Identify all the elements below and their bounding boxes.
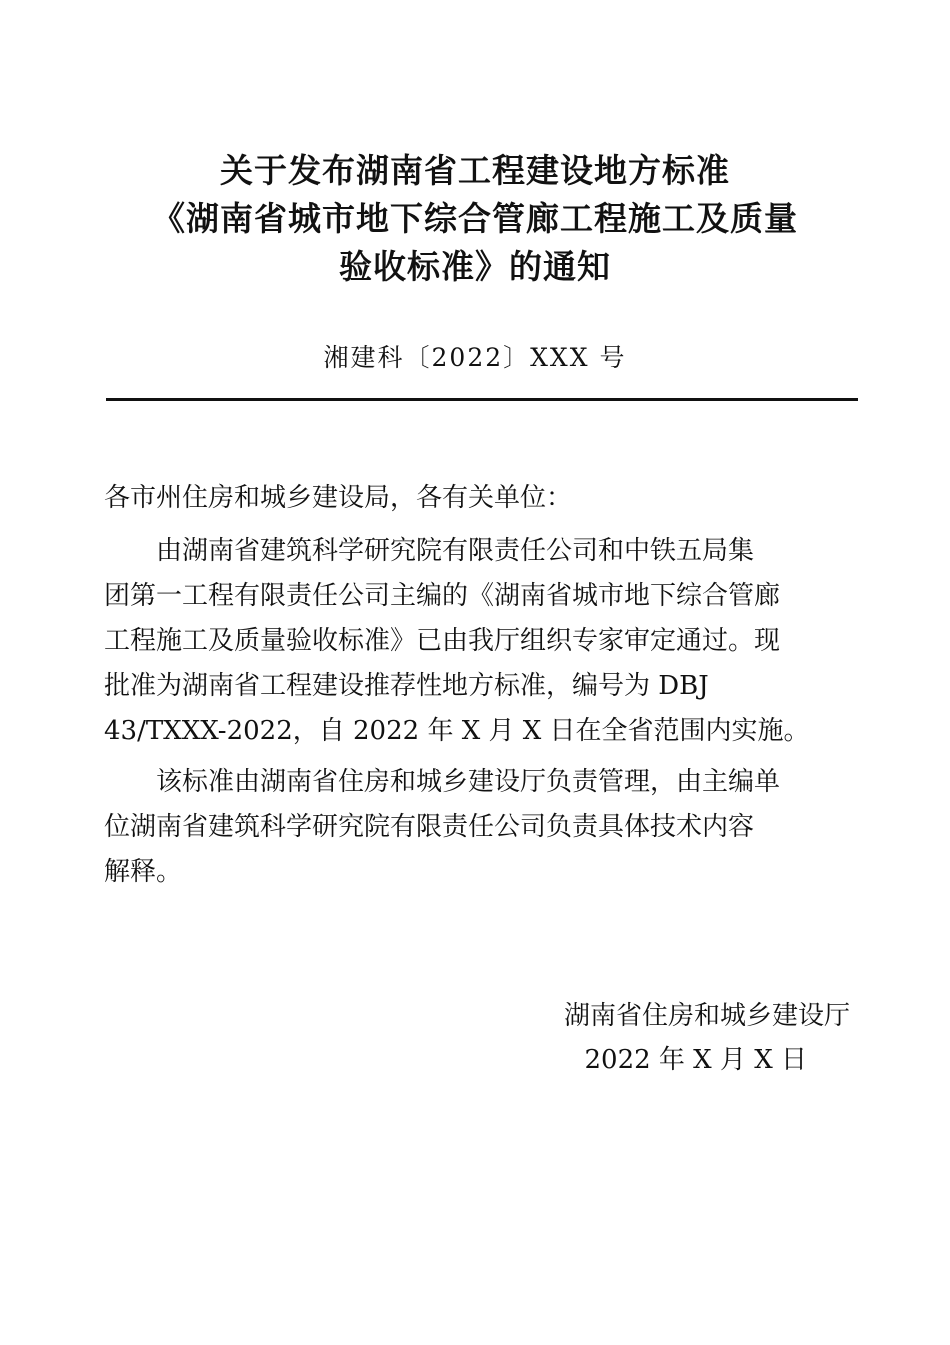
paragraph-2-line-1: 该标准由湖南省住房和城乡建设厅负责管理，由主编单 — [156, 767, 781, 797]
paragraph-1-line-3: 工程施工及质量验收标准》已由我厅组织专家审定通过。现 — [104, 626, 781, 656]
paragraph-1-line-5: 43/TXXX-2022，自 2022 年 X 月 X 日在全省范围内实施。 — [104, 716, 810, 746]
paragraph-1-line-1: 由湖南省建筑科学研究院有限责任公司和中铁五局集 — [156, 536, 755, 566]
salutation: 各市州住房和城乡建设局，各有关单位： — [104, 483, 573, 513]
paragraph-2-line-3: 解释。 — [104, 857, 183, 887]
title-line-3: 验收标准》的通知 — [339, 247, 611, 286]
issuer-name: 湖南省住房和城乡建设厅 — [563, 1001, 850, 1031]
paragraph-2-line-2: 位湖南省建筑科学研究院有限责任公司负责具体技术内容 — [104, 812, 755, 842]
header-divider — [106, 398, 858, 401]
document-number: 湘建科〔2022〕XXX 号 — [323, 343, 627, 372]
issue-date: 2022 年 X 月 X 日 — [584, 1045, 807, 1075]
title-line-1: 关于发布湖南省工程建设地方标准 — [220, 151, 730, 190]
paragraph-1-line-4: 批准为湖南省工程建设推荐性地方标准，编号为 DBJ — [104, 671, 709, 701]
paragraph-1-line-2: 团第一工程有限责任公司主编的《湖南省城市地下综合管廊 — [104, 581, 781, 611]
title-line-2: 《湖南省城市地下综合管廊工程施工及质量 — [152, 199, 798, 238]
